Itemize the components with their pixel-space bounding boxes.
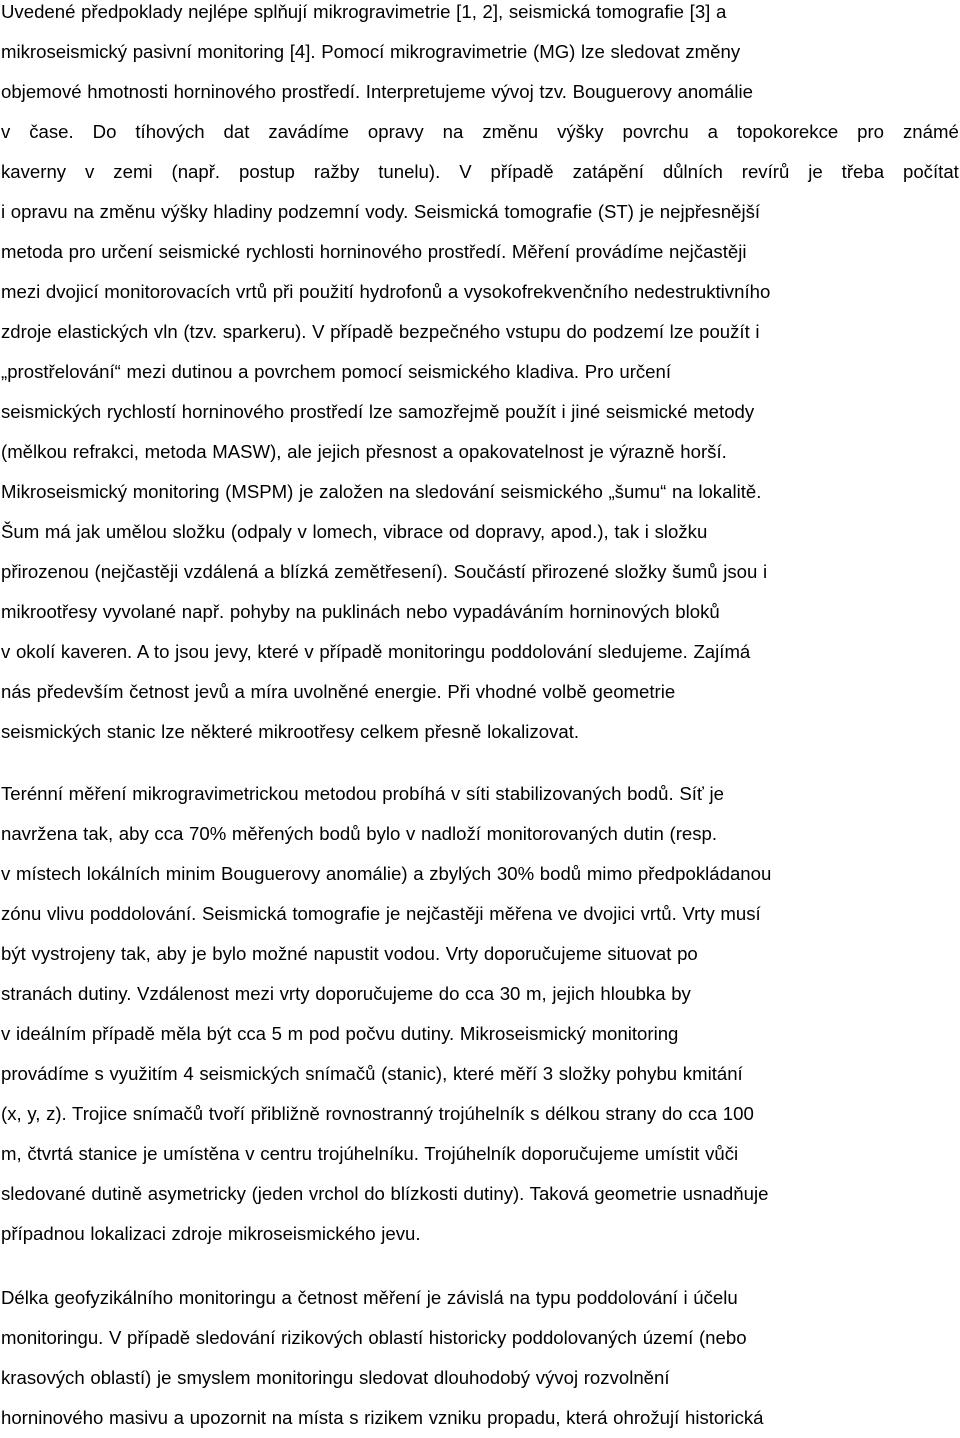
- text-line: v místech lokálních minim Bouguerovy anomálie) a zbylých 30% bodů mimo předpokládanou: [1, 863, 772, 884]
- text-line: v ideálním případě měla být cca 5 m pod počvu dutiny. Mikroseismický monitoring: [1, 1023, 679, 1044]
- text-line: seismických stanic lze některé mikrootřesy celkem přesně lokalizovat.: [1, 721, 580, 742]
- text-line: „prostřelování“ mezi dutinou a povrchem pomocí seismického kladiva. Pro určení: [1, 361, 672, 382]
- text-line: (x, y, z). Trojice snímačů tvoří přibližně rovnostranný trojúhelník s délkou strany do cca 100: [1, 1103, 754, 1124]
- text-line: provádíme s využitím 4 seismických snímačů (stanic), které měří 3 složky pohybu kmitání: [1, 1063, 743, 1084]
- text-line: Terénní měření mikrogravimetrickou metodou probíhá v síti stabilizovaných bodů. Síť je: [1, 783, 725, 804]
- text-line: zdroje elastických vln (tzv. sparkeru). V případě bezpečného vstupu do podzemí lze použít i: [1, 321, 760, 342]
- text-line: přirozenou (nejčastěji vzdálená a blízká zemětřesení). Součástí přirozené složky šumů jsou i: [1, 561, 768, 582]
- text-line: případnou lokalizaci zdroje mikroseismického jevu.: [1, 1223, 421, 1244]
- text-line: stranách dutiny. Vzdálenost mezi vrty doporučujeme do cca 30 m, jejich hloubka by: [1, 983, 691, 1004]
- text-line: nás především četnost jevů a míra uvolněné energie. Při vhodné volbě geometrie: [1, 681, 676, 702]
- text-line: seismických rychlostí horninového prostředí lze samozřejmě použít i jiné seismické metody: [1, 401, 755, 422]
- text-line: mikroseismický pasivní monitoring [4]. Pomocí mikrogravimetrie (MG) lze sledovat změny: [1, 41, 741, 62]
- text-line: metoda pro určení seismické rychlosti horninového prostředí. Měření provádíme nejčastěji: [1, 241, 747, 262]
- text-line: v okolí kaveren. A to jsou jevy, které v případě monitoringu poddolování sledujeme. Zajímá: [1, 641, 751, 662]
- text-line: horninového masivu a upozornit na místa s rizikem vzniku propadu, která ohrožují historická: [1, 1407, 764, 1428]
- text-line: i opravu na změnu výšky hladiny podzemní vody. Seismická tomografie (ST) je nejpřesnější: [1, 201, 761, 222]
- text-line: Šum má jak umělou složku (odpaly v lomech, vibrace od dopravy, apod.), tak i složku: [1, 521, 708, 542]
- text-line: m, čtvrtá stanice je umístěna v centru trojúhelníku. Trojúhelník doporučujeme umístit vůči: [1, 1143, 739, 1164]
- text-line: Délka geofyzikálního monitoringu a četnost měření je závislá na typu poddolování i účelu: [1, 1287, 738, 1308]
- text-line: Mikroseismický monitoring (MSPM) je založen na sledování seismického „šumu“ na lokalitě.: [1, 481, 762, 502]
- text-line: být vystrojeny tak, aby je bylo možné napustit vodou. Vrty doporučujeme situovat po: [1, 943, 698, 964]
- text-line: monitoringu. V případě sledování rizikových oblastí historicky poddolovaných území (nebo: [1, 1327, 747, 1348]
- text-line: objemové hmotnosti horninového prostředí. Interpretujeme vývoj tzv. Bouguerovy anomálie: [1, 81, 753, 102]
- text-line: (mělkou refrakci, metoda MASW), ale jejich přesnost a opakovatelnost je výrazně horší.: [1, 441, 727, 462]
- text-line: mikrootřesy vyvolané např. pohyby na puklinách nebo vypadáváním horninových bloků: [1, 601, 720, 622]
- text-line: zónu vlivu poddolování. Seismická tomografie je nejčastěji měřena ve dvojici vrtů. Vrty musí: [1, 903, 761, 924]
- text-line: mezi dvojicí monitorovacích vrtů při použití hydrofonů a vysokofrekvenčního nedestruktivního: [1, 281, 771, 302]
- text-line: Uvedené předpoklady nejlépe splňují mikrogravimetrie [1, 2], seismická tomografie [3] a: [1, 1, 727, 22]
- text-line: krasových oblastí) je smyslem monitoringu sledovat dlouhodobý vývoj rozvolnění: [1, 1367, 670, 1388]
- text-line: v čase. Do tíhových dat zavádíme opravy na změnu výšky povrchu a topokorekce pro známé: [1, 121, 959, 142]
- text-line: sledované dutině asymetricky (jeden vrchol do blízkosti dutiny). Taková geometrie usnadňuje: [1, 1183, 769, 1204]
- text-line: navržena tak, aby cca 70% měřených bodů bylo v nadloží monitorovaných dutin (resp.: [1, 823, 718, 844]
- text-line: kaverny v zemi (např. postup ražby tunelu). V případě zatápění důlních revírů je třeba počítat: [1, 161, 959, 182]
